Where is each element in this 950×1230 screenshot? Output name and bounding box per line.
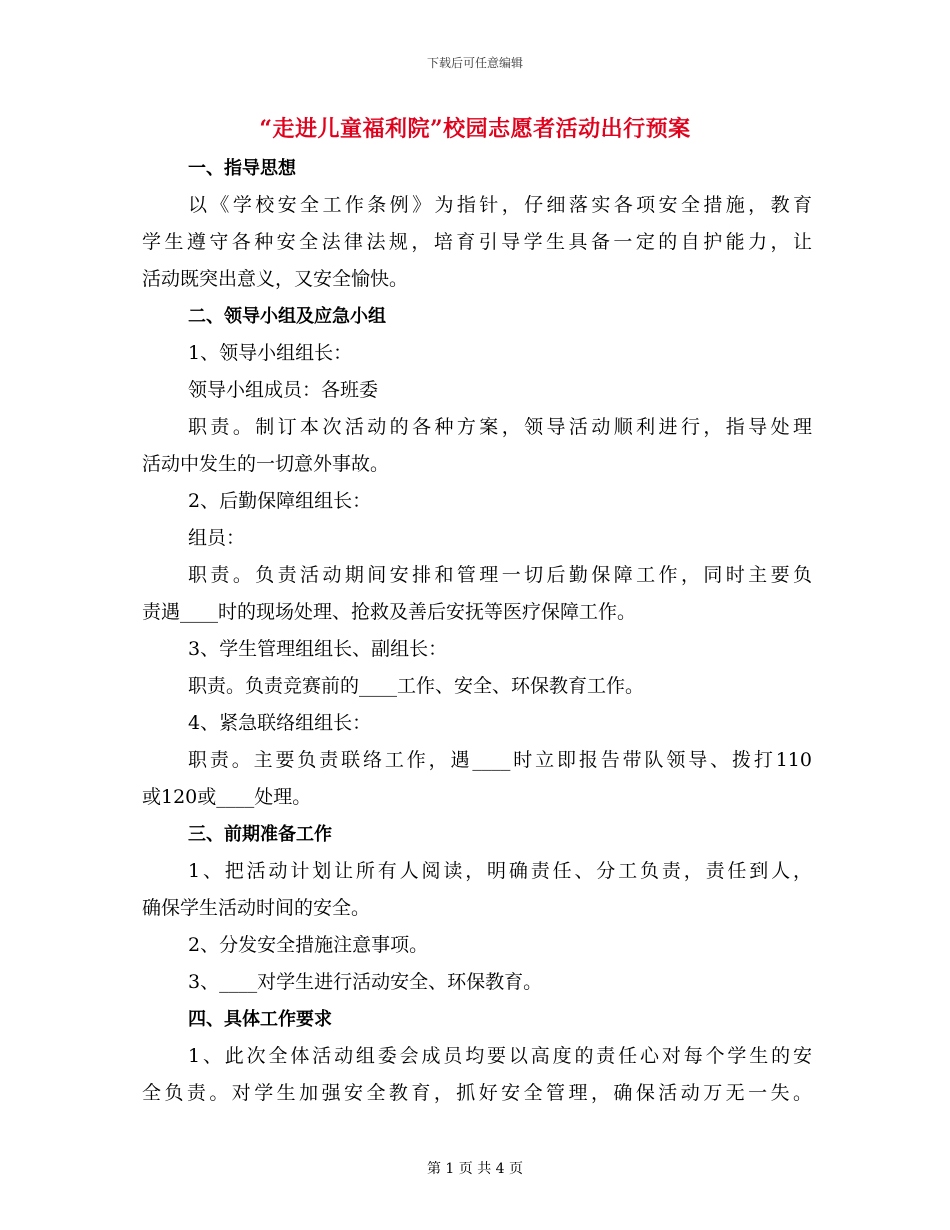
section-heading-leadership-group: 二、领导小组及应急小组 <box>188 306 386 327</box>
paragraph-line: 2、分发安全措施注意事项。 <box>188 934 429 956</box>
paragraph-line: 职责。负责竞赛前的____工作、安全、环保教育工作。 <box>188 675 645 697</box>
paragraph-line: 学生遵守各种安全法律法规，培育引导学生具备一定的自护能力，让 <box>142 231 812 253</box>
paragraph-line: 3、学生管理组组长、副组长： <box>188 638 448 660</box>
paragraph-line: 组员： <box>188 527 246 549</box>
paragraph-line: 3、____对学生进行活动安全、环保教育。 <box>188 971 543 993</box>
paragraph-line: 活动既突出意义，又安全愉快。 <box>142 268 409 290</box>
paragraph-line: 1、此次全体活动组委会成员均要以高度的责任心对每个学生的安 <box>188 1045 812 1067</box>
paragraph-line: 确保学生活动时间的安全。 <box>142 897 371 919</box>
paragraph-line: 全负责。对学生加强安全教育，抓好安全管理，确保活动万无一失。 <box>142 1082 812 1104</box>
document-body <box>142 150 812 1112</box>
paragraph-line: 以《学校安全工作条例》为指针，仔细落实各项安全措施，教育 <box>188 194 812 216</box>
section-heading-guiding-idea: 一、指导思想 <box>188 158 296 179</box>
paragraph-line: 1、把活动计划让所有人阅读，明确责任、分工负责，责任到人， <box>188 860 812 882</box>
paragraph-line: 领导小组成员：各班委 <box>188 379 379 401</box>
paragraph-line: 4、紧急联络组组长： <box>188 712 372 734</box>
paragraph-line: 职责。主要负责联络工作，遇____时立即报告带队领导、拨打110 <box>188 749 812 771</box>
page-footer: 第 1 页 共 4 页 <box>426 1161 524 1177</box>
paragraph-line: 或120或____处理。 <box>142 786 312 808</box>
document-title: “走进儿童福利院”校园志愿者活动出行预案 <box>259 116 691 142</box>
paragraph-line: 1、领导小组组长： <box>188 342 353 364</box>
header-note: 下载后可任意编辑 <box>426 56 523 70</box>
paragraph-line: 活动中发生的一切意外事故。 <box>142 453 390 475</box>
paragraph-line: 职责。负责活动期间安排和管理一切后勤保障工作，同时主要负 <box>188 564 812 586</box>
section-heading-work-requirements: 四、具体工作要求 <box>188 1009 332 1030</box>
paragraph-line: 职责。制订本次活动的各种方案，领导活动顺利进行，指导处理 <box>188 416 812 438</box>
paragraph-line: 责遇____时的现场处理、抢救及善后安抚等医疗保障工作。 <box>142 601 637 623</box>
paragraph-line: 2、后勤保障组组长： <box>188 490 372 512</box>
section-heading-preparation: 三、前期准备工作 <box>188 824 332 845</box>
